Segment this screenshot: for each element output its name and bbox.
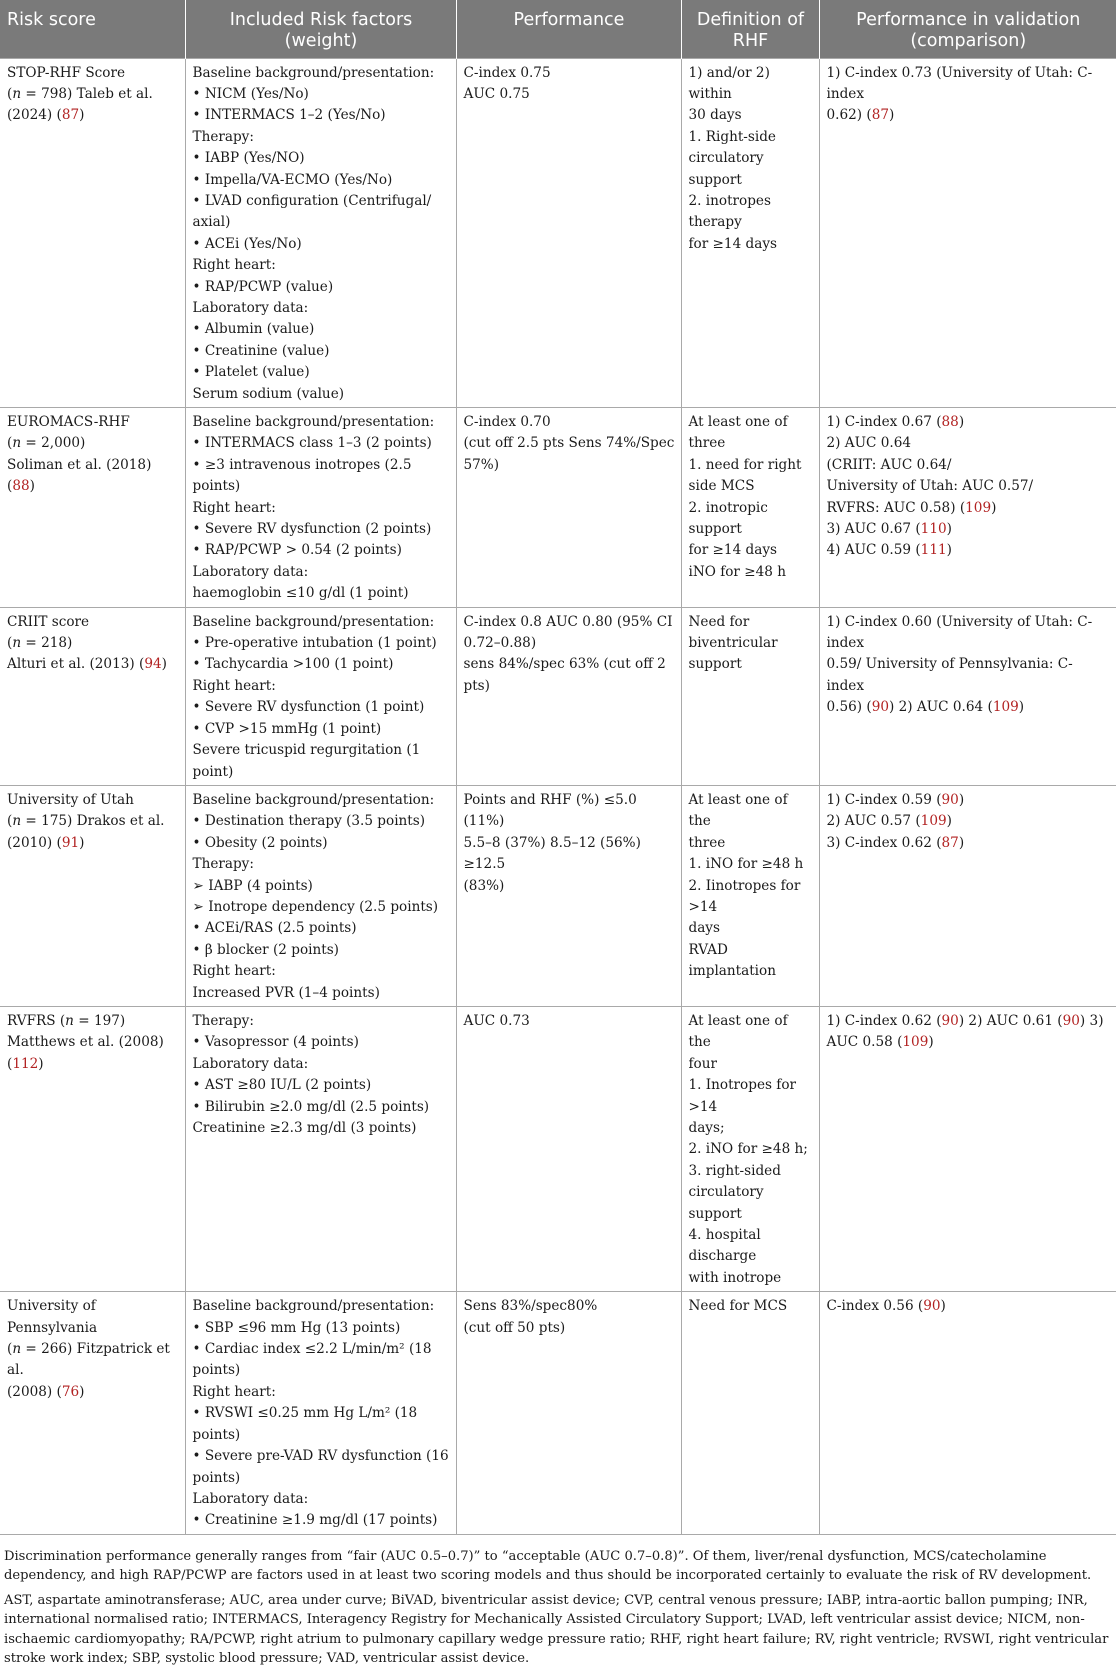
table-row <box>0 408 1116 608</box>
cell-line: Need for <box>688 613 750 630</box>
cell-line: axial) <box>192 214 231 231</box>
cell-definition <box>681 1292 819 1534</box>
cell-line: RVAD implantation <box>688 941 776 980</box>
cell-line: Therapy: <box>192 1012 254 1029</box>
cell-line: ➢ Inotrope dependency (2.5 points) <box>192 898 439 915</box>
cell-line: (n = 798) Taleb et al. <box>7 85 153 102</box>
cell-risk-score <box>0 58 185 408</box>
cell-line: University of Utah <box>7 791 134 808</box>
cell-line: 2. inotropic support <box>688 499 768 538</box>
cell-line: AUC 0.58 (109) <box>826 1034 934 1051</box>
cell-performance <box>456 607 681 785</box>
cell-line: Increased PVR (1–4 points) <box>192 984 380 1001</box>
cell-line: • Creatinine (value) <box>192 342 330 359</box>
cell-performance <box>456 58 681 408</box>
cell-line: • Platelet (value) <box>192 364 310 381</box>
cell-line: C-index 0.56 (90) <box>826 1298 946 1315</box>
table-row <box>0 58 1116 408</box>
cell-risk-factors <box>185 607 456 785</box>
cell-line: Serum sodium (value) <box>192 385 345 402</box>
cell-line: for ≥14 days <box>688 235 778 252</box>
cell-line: Creatinine ≥2.3 mg/dl (3 points) <box>192 1120 417 1136</box>
cell-line: Sens 83%/spec80% <box>463 1298 598 1315</box>
cell-line: 1. iNO for ≥48 h <box>688 856 804 873</box>
cell-line: • RAP/PCWP > 0.54 (2 points) <box>192 542 402 559</box>
cell-line: • Destination therapy (3.5 points) <box>192 813 426 830</box>
cell-line: 0.56) (90) 2) AUC 0.64 (109) <box>826 699 1025 716</box>
table-footnotes <box>0 1535 1116 1669</box>
cell-line: Baseline background/presentation: <box>192 414 435 430</box>
cell-line: 30 days <box>688 107 742 124</box>
cell-line: 4) AUC 0.59 (111) <box>826 542 952 559</box>
cell-risk-factors <box>185 1006 456 1291</box>
cell-line: • IABP (Yes/NO) <box>192 150 305 167</box>
cell-line: 4. hospital discharge <box>688 1227 761 1265</box>
cell-risk-score <box>0 785 185 1006</box>
cell-line: • Impella/VA-ECMO (Yes/No) <box>192 171 393 188</box>
cell-line: (83%) <box>463 877 505 894</box>
cell-line: • Tachycardia >100 (1 point) <box>192 656 394 673</box>
cell-line: At least one of three <box>688 414 788 452</box>
cell-line: 1) C-index 0.60 (University of Utah: C-index <box>826 613 1093 652</box>
cell-line: 1) C-index 0.73 (University of Utah: C-index <box>826 64 1093 102</box>
cell-line: Laboratory data: <box>192 1055 309 1072</box>
cell-line: Need for MCS <box>688 1298 788 1315</box>
cell-line: 57%) <box>463 456 500 473</box>
cell-line: • INTERMACS class 1–3 (2 points) <box>192 435 432 452</box>
cell-definition <box>681 785 819 1006</box>
cell-line: days; <box>688 1120 725 1136</box>
cell-line: (n = 175) Drakos et al. <box>7 813 165 830</box>
cell-line: 1. Right-side <box>688 128 776 145</box>
cell-line: C-index 0.70 <box>463 414 551 430</box>
cell-risk-score <box>0 408 185 608</box>
cell-validation <box>819 1006 1116 1291</box>
cell-line: Right heart: <box>192 257 276 274</box>
table-body <box>0 58 1116 1534</box>
cell-line: RVFRS: AUC 0.58) (109) <box>826 499 997 516</box>
cell-line: Right heart: <box>192 963 276 980</box>
cell-line: • LVAD configuration (Centrifugal/ <box>192 192 432 209</box>
cell-performance <box>456 1292 681 1534</box>
cell-line: points) <box>192 1426 241 1443</box>
cell-line: 3) AUC 0.67 (110) <box>826 521 952 538</box>
cell-line: 3. right-sided <box>688 1162 781 1179</box>
header-risk-score: Risk score <box>0 0 185 58</box>
footnote-discrimination: Discrimination performance generally ranges from “fair (AUC 0.5–0.7)” to “acceptable (AUC 0.7–0.8)”. Of them, liver/renal dysfunction, MCS/catecholamine dependency, and high RAP/PCWP are factors used in at least two scoring models and thus should be incorporated certainly to evaluate the risk of RV development. <box>4 1548 1092 1584</box>
cell-line: (n = 2,000) <box>7 435 86 452</box>
header-risk-factors: Included Risk factors (weight) <box>185 0 456 58</box>
cell-line: iNO for ≥48 h <box>688 563 787 580</box>
cell-definition <box>681 607 819 785</box>
cell-line: 1) C-index 0.67 (88) <box>826 414 965 430</box>
table-row <box>0 607 1116 785</box>
cell-line: (CRIIT: AUC 0.64/ <box>826 456 952 473</box>
cell-line: At least one of the <box>688 1012 788 1051</box>
cell-risk-score <box>0 1292 185 1534</box>
cell-line: • Creatinine ≥1.9 mg/dl (17 points) <box>192 1512 438 1529</box>
cell-definition <box>681 408 819 608</box>
cell-line: Matthews et al. (2008) <box>7 1034 164 1051</box>
cell-line: Right heart: <box>192 1383 276 1400</box>
cell-definition <box>681 58 819 408</box>
cell-definition <box>681 1006 819 1291</box>
cell-line: Baseline background/presentation: <box>192 64 435 81</box>
cell-line: • ACEi/RAS (2.5 points) <box>192 920 357 937</box>
cell-validation <box>819 1292 1116 1534</box>
cell-line: Points and RHF (%) ≤5.0 (11%) <box>463 791 637 830</box>
cell-line: Laboratory data: <box>192 563 309 580</box>
cell-line: 1) C-index 0.62 (90) 2) AUC 0.61 (90) 3) <box>826 1012 1104 1029</box>
table-row <box>0 1292 1116 1534</box>
cell-line: circulatory support <box>688 1184 764 1222</box>
cell-line: (n = 218) <box>7 635 73 652</box>
cell-line: University of Utah: AUC 0.57/ <box>826 478 1034 495</box>
cell-line: Right heart: <box>192 499 276 516</box>
cell-validation <box>819 785 1116 1006</box>
cell-line: • ACEi (Yes/No) <box>192 235 302 252</box>
cell-line: 2. Iinotropes for >14 <box>688 877 801 915</box>
cell-line: (n = 266) Fitzpatrick et al. <box>7 1341 170 1379</box>
cell-line: • Obesity (2 points) <box>192 834 328 851</box>
cell-line: Right heart: <box>192 677 276 694</box>
cell-line: • CVP >15 mmHg (1 point) <box>192 720 382 737</box>
cell-line: • Severe pre-VAD RV dysfunction (16 <box>192 1448 449 1465</box>
cell-line: C-index 0.75 <box>463 64 551 81</box>
cell-line: Baseline background/presentation: <box>192 1298 435 1315</box>
cell-line: At least one of the <box>688 791 788 830</box>
cell-line: pts) <box>463 677 490 694</box>
cell-performance <box>456 785 681 1006</box>
cell-line: 2) AUC 0.57 (109) <box>826 813 952 830</box>
header-row <box>0 0 1116 58</box>
cell-line: for ≥14 days <box>688 542 778 559</box>
cell-line: (2010) (91) <box>7 834 85 851</box>
cell-line: • AST ≥80 IU/L (2 points) <box>192 1077 372 1094</box>
cell-line: CRIIT score <box>7 613 90 630</box>
cell-line: (2008) (76) <box>7 1383 85 1400</box>
table-row <box>0 785 1116 1006</box>
cell-line: Therapy: <box>192 856 254 873</box>
cell-line: sens 84%/spec 63% (cut off 2 <box>463 656 666 673</box>
cell-risk-factors <box>185 785 456 1006</box>
cell-risk-score <box>0 1006 185 1291</box>
cell-line: • RAP/PCWP (value) <box>192 278 334 295</box>
cell-line: Alturi et al. (2013) (94) <box>7 656 167 673</box>
cell-line: Laboratory data: <box>192 299 309 316</box>
cell-validation <box>819 58 1116 408</box>
cell-line: Soliman et al. (2018) (88) <box>7 456 152 495</box>
cell-line: haemoglobin ≤10 g/dl (1 point) <box>192 585 409 602</box>
cell-line: 1) C-index 0.59 (90) <box>826 791 965 808</box>
cell-line: • Bilirubin ≥2.0 mg/dl (2.5 points) <box>192 1098 430 1115</box>
cell-line: • β blocker (2 points) <box>192 941 339 958</box>
cell-line: Severe tricuspid regurgitation (1 point) <box>192 742 421 780</box>
cell-line: days <box>688 920 720 937</box>
cell-line: 0.72–0.88) <box>463 635 537 652</box>
footnote-abbreviations: AST, aspartate aminotransferase; AUC, area under curve; BiVAD, biventricular assist device; CVP, central venous pressure; IABP, intra-aortic ballon pumping; INR, international normalised ratio; INTERMACS, Interagency Registry for Mechanically Assisted Circulatory Support; LVAD, left ventricular assist device; NICM, non-ischaemic cardiomyopathy; RA/PCWP, right atrium to pulmonary capillary wedge pressure ratio; RHF, right heart failure; RV, right ventricle; RVSWI, right ventricular stroke work index; SBP, systolic blood pressure; VAD, ventricular assist device. <box>4 1592 1109 1667</box>
cell-line: circulatory support <box>688 150 764 188</box>
header-definition: Definition of RHF <box>681 0 819 58</box>
cell-line: C-index 0.8 AUC 0.80 (95% CI <box>463 613 673 630</box>
header-performance: Performance <box>456 0 681 58</box>
cell-validation <box>819 607 1116 785</box>
cell-line: 1) and/or 2) within <box>688 64 770 102</box>
cell-line: 1. Inotropes for >14 <box>688 1077 797 1115</box>
cell-performance <box>456 1006 681 1291</box>
cell-line: (112) <box>7 1055 44 1072</box>
cell-line: Baseline background/presentation: <box>192 791 435 808</box>
cell-line: Baseline background/presentation: <box>192 613 435 630</box>
cell-line: • Albumin (value) <box>192 321 315 338</box>
cell-line: Laboratory data: <box>192 1490 309 1507</box>
cell-line: points) <box>192 1469 241 1486</box>
cell-line: 3) C-index 0.62 (87) <box>826 834 965 851</box>
cell-line: • NICM (Yes/No) <box>192 85 309 102</box>
cell-line: ➢ IABP (4 points) <box>192 877 313 894</box>
cell-risk-factors <box>185 1292 456 1534</box>
cell-line: • Severe RV dysfunction (2 points) <box>192 521 432 538</box>
cell-line: Therapy: <box>192 128 254 145</box>
cell-risk-score <box>0 607 185 785</box>
cell-line: • Severe RV dysfunction (1 point) <box>192 699 425 716</box>
cell-line: biventricular <box>688 635 778 652</box>
cell-line: three <box>688 834 726 851</box>
cell-performance <box>456 408 681 608</box>
cell-line: 2) AUC 0.64 <box>826 435 912 452</box>
cell-validation <box>819 408 1116 608</box>
cell-line: • INTERMACS 1–2 (Yes/No) <box>192 107 386 124</box>
cell-line: • Pre-operative intubation (1 point) <box>192 635 437 652</box>
cell-line: 2. inotropes therapy <box>688 192 771 231</box>
cell-line: AUC 0.75 <box>463 85 530 102</box>
cell-line: 5.5–8 (37%) 8.5–12 (56%) ≥12.5 <box>463 834 641 873</box>
cell-line: AUC 0.73 <box>463 1012 530 1029</box>
cell-line: • ≥3 intravenous inotropes (2.5 points) <box>192 456 412 495</box>
cell-line: EUROMACS-RHF <box>7 414 130 430</box>
cell-line: support <box>688 656 742 673</box>
cell-line: with inotrope <box>688 1269 782 1286</box>
cell-line: • SBP ≤96 mm Hg (13 points) <box>192 1319 401 1336</box>
cell-line: • Cardiac index ≤2.2 L/min/m² (18 <box>192 1341 432 1358</box>
cell-risk-factors <box>185 58 456 408</box>
cell-line: four <box>688 1055 717 1072</box>
cell-line: 0.59/ University of Pennsylvania: C-index <box>826 656 1073 694</box>
cell-line: RVFRS (n = 197) <box>7 1012 126 1029</box>
cell-risk-factors <box>185 408 456 608</box>
cell-line: • Vasopressor (4 points) <box>192 1034 359 1051</box>
header-validation: Performance in validation (comparison) <box>819 0 1116 58</box>
table-row <box>0 1006 1116 1291</box>
table-header <box>0 0 1116 58</box>
cell-line: 2. iNO for ≥48 h; <box>688 1141 808 1158</box>
cell-line: side MCS <box>688 478 755 495</box>
cell-line: University of Pennsylvania <box>7 1298 98 1336</box>
cell-line: points) <box>192 1362 241 1379</box>
cell-line: (cut off 2.5 pts Sens 74%/Spec <box>463 435 675 452</box>
cell-line: • RVSWI ≤0.25 mm Hg L/m² (18 <box>192 1405 418 1422</box>
cell-line: 0.62) (87) <box>826 107 895 124</box>
cell-line: STOP-RHF Score <box>7 64 126 81</box>
cell-line: (2024) (87) <box>7 107 85 124</box>
cell-line: 1. need for right <box>688 456 802 473</box>
cell-line: (cut off 50 pts) <box>463 1319 566 1336</box>
